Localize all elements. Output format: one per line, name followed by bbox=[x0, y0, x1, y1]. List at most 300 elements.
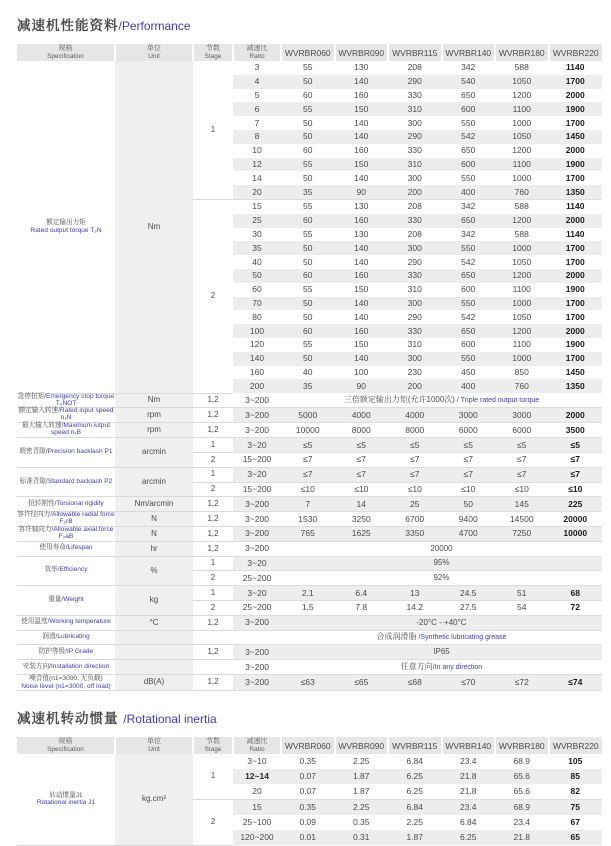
value-cell: 550 bbox=[461, 117, 476, 128]
value-cell: 13 bbox=[388, 586, 442, 601]
value-cell: 8000 bbox=[335, 423, 389, 438]
value-cell: 540 bbox=[442, 75, 496, 89]
value-cell: 40 bbox=[303, 366, 313, 377]
value-cell: 1450 bbox=[565, 366, 585, 377]
value-cell: 3000 bbox=[495, 408, 549, 423]
ratio-cell: 120 bbox=[249, 339, 265, 350]
unit-cell: rpm bbox=[115, 423, 193, 438]
column-header-unit: 单位 Unit bbox=[115, 44, 193, 61]
value-cell: 55 bbox=[303, 62, 313, 73]
value-cell: 140 bbox=[335, 352, 389, 366]
column-header-model: WVRBR180 bbox=[495, 737, 549, 754]
value-cell: 3500 bbox=[549, 423, 603, 438]
stage-cell bbox=[193, 660, 233, 675]
ratio-cell: 15 bbox=[252, 201, 262, 212]
value-cell: ≤7 bbox=[442, 452, 496, 467]
stage-cell: 2 bbox=[193, 571, 233, 586]
value-cell: ≤5 bbox=[388, 438, 442, 453]
column-header-model: WVRBR060 bbox=[281, 44, 335, 61]
value-cell: 6000 bbox=[442, 423, 496, 438]
spec-cell: 润滑/Lubricating bbox=[17, 630, 115, 645]
value-cell: 1100 bbox=[512, 339, 531, 350]
value-cell: ≤7 bbox=[442, 467, 496, 482]
table-row bbox=[17, 408, 602, 423]
merged-value-cell: 三倍额定输出力矩(允许1000次) / Triple rated output torque bbox=[281, 393, 602, 408]
ratio-cell: 3~200 bbox=[233, 408, 281, 423]
value-cell: 24.5 bbox=[442, 586, 496, 601]
table-row bbox=[17, 660, 602, 675]
value-cell: ≤10 bbox=[549, 482, 603, 497]
value-cell: 542 bbox=[461, 311, 476, 322]
value-cell: 1900 bbox=[549, 158, 603, 172]
ratio-cell: 3~200 bbox=[233, 497, 281, 512]
spec-cell: 急停扭矩/Emergency stop torque T₂NOT bbox=[17, 392, 115, 407]
table-row bbox=[17, 675, 602, 691]
value-cell: ≤10 bbox=[442, 482, 496, 497]
ratio-cell: 15~200 bbox=[233, 482, 281, 497]
table-row bbox=[17, 541, 602, 556]
value-cell: 150 bbox=[354, 284, 369, 295]
value-cell: 1700 bbox=[549, 297, 603, 311]
value-cell: 10000 bbox=[281, 423, 335, 438]
column-header-model: WVRBR220 bbox=[549, 737, 603, 754]
value-cell: 55 bbox=[303, 201, 313, 212]
value-cell: 600 bbox=[442, 158, 496, 172]
value-cell: ≤7 bbox=[281, 452, 335, 467]
unit-cell: N bbox=[115, 526, 193, 541]
value-cell: ≤10 bbox=[495, 482, 549, 497]
value-cell: 130 bbox=[354, 229, 369, 239]
value-cell: 1200 bbox=[495, 214, 549, 228]
stage-cell: 2 bbox=[193, 482, 233, 497]
value-cell: 1.87 bbox=[388, 830, 442, 845]
stage-cell bbox=[193, 630, 233, 645]
value-cell: 1.5 bbox=[281, 601, 335, 616]
value-cell: 8000 bbox=[388, 423, 442, 438]
unit-cell: Nm bbox=[115, 61, 193, 393]
spec-cell: 扭转刚性/Torsional rigidity bbox=[17, 497, 115, 512]
value-cell: 50 bbox=[303, 172, 313, 183]
stage-cell: 1,2 bbox=[193, 512, 233, 527]
stage-cell: 1,2 bbox=[193, 423, 233, 438]
inertia-table bbox=[17, 737, 602, 846]
value-cell: 140 bbox=[335, 297, 389, 311]
table-row bbox=[17, 645, 602, 660]
ratio-cell: 25~200 bbox=[233, 571, 281, 586]
ratio-cell: 25~200 bbox=[233, 601, 281, 616]
value-cell: 3250 bbox=[335, 512, 389, 527]
value-cell: ≤65 bbox=[335, 675, 389, 691]
table-row bbox=[17, 497, 602, 512]
value-cell: 588 bbox=[514, 62, 529, 73]
value-cell: 1000 bbox=[495, 241, 549, 255]
value-cell: 2000 bbox=[549, 408, 603, 423]
value-cell: 4700 bbox=[442, 526, 496, 541]
value-cell: 55 bbox=[303, 339, 313, 350]
merged-value-cell: 20000 bbox=[281, 541, 602, 556]
value-cell: 650 bbox=[442, 324, 496, 338]
unit-cell: hr bbox=[115, 541, 193, 556]
value-cell: 140 bbox=[335, 241, 389, 255]
value-cell: ≤7 bbox=[388, 452, 442, 467]
value-cell: ≤7 bbox=[281, 467, 335, 482]
value-cell: 200 bbox=[388, 185, 442, 199]
merged-value-cell: 92% bbox=[281, 571, 602, 586]
value-cell: ≤68 bbox=[388, 675, 442, 691]
value-cell: 1000 bbox=[512, 117, 532, 128]
value-cell: 310 bbox=[407, 284, 422, 295]
value-cell: 1100 bbox=[495, 102, 549, 116]
unit-cell bbox=[115, 630, 193, 645]
column-header-model: WVRBR180 bbox=[495, 44, 549, 61]
value-cell: 310 bbox=[388, 102, 442, 116]
ratio-cell: 3~200 bbox=[233, 526, 281, 541]
spec-cell: 安装方向/Installation direction bbox=[17, 660, 115, 675]
value-cell: 208 bbox=[407, 229, 422, 239]
value-cell: 0.35 bbox=[352, 817, 370, 828]
value-cell: 550 bbox=[442, 241, 496, 255]
ratio-cell: 5 bbox=[254, 90, 260, 101]
ratio-cell: 12~14 bbox=[233, 769, 281, 784]
value-cell: ≤10 bbox=[281, 482, 335, 497]
value-cell: 300 bbox=[407, 172, 422, 183]
value-cell: 50 bbox=[303, 117, 313, 128]
value-cell: 342 bbox=[461, 229, 476, 239]
value-cell: ≤7 bbox=[335, 452, 389, 467]
value-cell: 3350 bbox=[388, 526, 442, 541]
spec-cell: 精密背隙/Precision backlash P1 bbox=[17, 438, 115, 468]
unit-cell bbox=[115, 660, 193, 675]
value-cell: 68.9 bbox=[513, 756, 531, 767]
column-header-unit: 单位 Unit bbox=[115, 737, 193, 754]
value-cell: 2000 bbox=[549, 214, 603, 228]
spec-cell: 重量/Weight bbox=[17, 586, 115, 616]
value-cell: 23.4 bbox=[513, 817, 531, 828]
spec-cell: 防护等级/IP Grade bbox=[17, 645, 115, 660]
value-cell: 145 bbox=[495, 497, 549, 512]
value-cell: ≤5 bbox=[495, 438, 549, 453]
spec-cell: 使用温度/Working temperature bbox=[17, 615, 115, 630]
value-cell: 140 bbox=[354, 256, 369, 267]
value-cell: 1200 bbox=[512, 90, 532, 101]
table-row bbox=[17, 556, 602, 571]
section-gap bbox=[17, 691, 602, 707]
value-cell: 650 bbox=[442, 214, 496, 228]
value-cell: 50 bbox=[442, 497, 496, 512]
value-cell: 82 bbox=[549, 784, 603, 800]
ratio-cell: 30 bbox=[252, 229, 262, 239]
ratio-cell: 3~200 bbox=[233, 393, 281, 408]
value-cell: 35 bbox=[281, 185, 335, 199]
value-cell: 160 bbox=[354, 90, 369, 101]
value-cell: 588 bbox=[514, 201, 529, 212]
table-row bbox=[17, 630, 602, 645]
value-cell: ≤70 bbox=[442, 675, 496, 691]
table-row bbox=[17, 615, 602, 630]
value-cell: 6.25 bbox=[442, 830, 496, 845]
value-cell: 25 bbox=[388, 497, 442, 512]
inertia-title-en: /Rotational inertia bbox=[123, 712, 217, 726]
value-cell: 160 bbox=[335, 324, 389, 338]
value-cell: 14 bbox=[335, 497, 389, 512]
ratio-cell: 3~20 bbox=[233, 438, 281, 453]
value-cell: 21.8 bbox=[442, 784, 496, 800]
ratio-cell: 50 bbox=[233, 269, 281, 283]
value-cell: 60 bbox=[303, 145, 313, 156]
value-cell: 1050 bbox=[495, 130, 549, 144]
stage-cell: 1 bbox=[193, 467, 233, 482]
value-cell: 55 bbox=[281, 102, 335, 116]
spec-cell: 使用寿命/Lifespan bbox=[17, 541, 115, 556]
performance-title-zh: 减速机性能资料 bbox=[17, 18, 119, 33]
value-cell: ≤74 bbox=[549, 675, 603, 691]
value-cell: 55 bbox=[303, 229, 313, 239]
value-cell: 2000 bbox=[549, 269, 603, 283]
value-cell: 6000 bbox=[495, 423, 549, 438]
column-header-ratio: 减速比 Ratio bbox=[233, 737, 281, 754]
value-cell: 760 bbox=[495, 185, 549, 199]
value-cell: 650 bbox=[461, 90, 476, 101]
column-header-model: WVRBR115 bbox=[388, 737, 442, 754]
value-cell: 0.35 bbox=[299, 756, 317, 767]
unit-cell: dB(A) bbox=[115, 675, 193, 691]
value-cell: 1700 bbox=[565, 311, 585, 322]
value-cell: 1700 bbox=[549, 241, 603, 255]
value-cell: 55 bbox=[281, 158, 335, 172]
value-cell: 208 bbox=[407, 201, 422, 212]
value-cell: ≤10 bbox=[335, 482, 389, 497]
value-cell: 342 bbox=[461, 201, 476, 212]
value-cell: 27.5 bbox=[442, 601, 496, 616]
value-cell: 2000 bbox=[549, 324, 603, 338]
value-cell: 4000 bbox=[335, 408, 389, 423]
merged-value-cell: IP65 bbox=[281, 645, 602, 660]
value-cell: 2.25 bbox=[352, 756, 370, 767]
value-cell: 1700 bbox=[549, 75, 603, 89]
value-cell: 50 bbox=[281, 297, 335, 311]
ratio-cell: 60 bbox=[252, 284, 262, 295]
unit-cell bbox=[115, 645, 193, 660]
column-header-model: WVRBR090 bbox=[335, 44, 389, 61]
value-cell: 6.84 bbox=[459, 817, 477, 828]
value-cell: 1700 bbox=[549, 352, 603, 366]
table-row bbox=[17, 586, 602, 601]
spec-cell: 噪音值(n1=3000, 无负载) Noise level (n1=3000, off load) bbox=[17, 675, 115, 691]
value-cell: 6.84 bbox=[388, 800, 442, 816]
value-cell: 140 bbox=[354, 117, 369, 128]
value-cell: 450 bbox=[461, 366, 476, 377]
spec-cell: 最大输入转速/Maximum iutput speed n₁B bbox=[17, 423, 115, 438]
column-header-model: WVRBR090 bbox=[335, 737, 389, 754]
column-header-stage: 节数 Stage bbox=[193, 44, 233, 61]
value-cell: ≤7 bbox=[495, 452, 549, 467]
value-cell: 68.9 bbox=[495, 800, 549, 816]
value-cell: 1350 bbox=[549, 185, 603, 199]
value-cell: 105 bbox=[568, 756, 583, 767]
value-cell: 1000 bbox=[512, 172, 532, 183]
value-cell: ≤5 bbox=[442, 438, 496, 453]
value-cell: 330 bbox=[407, 90, 422, 101]
value-cell: 14500 bbox=[495, 512, 549, 527]
value-cell: 330 bbox=[388, 324, 442, 338]
value-cell: 7.8 bbox=[335, 601, 389, 616]
spec-cell: 额定输入转速/Rated input speed n₁N bbox=[18, 407, 114, 422]
ratio-cell: 80 bbox=[252, 311, 262, 322]
column-header-spec: 规格 Specification bbox=[17, 737, 115, 754]
value-cell: 290 bbox=[388, 130, 442, 144]
value-cell: 85 bbox=[549, 769, 603, 784]
value-cell: ≤7 bbox=[335, 467, 389, 482]
value-cell: 1.87 bbox=[335, 769, 389, 784]
stage-cell: 2 bbox=[193, 452, 233, 467]
ratio-cell: 3~200 bbox=[233, 615, 281, 630]
ratio-cell: 40 bbox=[252, 256, 262, 267]
value-cell: 75 bbox=[549, 800, 603, 816]
table-row bbox=[17, 438, 602, 453]
value-cell: 230 bbox=[407, 366, 422, 377]
ratio-cell bbox=[233, 630, 281, 645]
value-cell: 50 bbox=[281, 75, 335, 89]
value-cell: ≤5 bbox=[335, 438, 389, 453]
value-cell: 60 bbox=[281, 324, 335, 338]
unit-cell: kg bbox=[115, 586, 193, 616]
value-cell: 1140 bbox=[566, 229, 585, 239]
value-cell: 330 bbox=[388, 214, 442, 228]
value-cell: ≤10 bbox=[388, 482, 442, 497]
ratio-cell: 15 bbox=[233, 800, 281, 816]
value-cell: 2.25 bbox=[406, 817, 424, 828]
unit-cell: Nm/arcmin bbox=[115, 497, 193, 512]
value-cell: 1000 bbox=[495, 297, 549, 311]
value-cell: 160 bbox=[335, 214, 389, 228]
ratio-cell: 3~200 bbox=[233, 423, 281, 438]
value-cell: 140 bbox=[354, 172, 369, 183]
stage-cell: 1,2 bbox=[193, 675, 233, 691]
column-header-spec: 规格 Specification bbox=[17, 44, 115, 61]
ratio-cell: 3~200 bbox=[233, 660, 281, 675]
value-cell: 67 bbox=[570, 817, 580, 828]
value-cell: 1530 bbox=[281, 512, 335, 527]
ratio-cell: 3 bbox=[254, 62, 260, 73]
table-row bbox=[17, 467, 602, 482]
value-cell: 1200 bbox=[495, 269, 549, 283]
value-cell: 140 bbox=[335, 75, 389, 89]
ratio-cell: 3~200 bbox=[233, 645, 281, 660]
value-cell: 330 bbox=[407, 145, 422, 156]
value-cell: 150 bbox=[335, 102, 389, 116]
ratio-cell: 3~20 bbox=[233, 556, 281, 571]
value-cell: 400 bbox=[442, 379, 496, 393]
value-cell: 50 bbox=[281, 352, 335, 366]
value-cell: 1900 bbox=[549, 102, 603, 116]
value-cell: 2000 bbox=[565, 145, 585, 156]
performance-title-en: /Performance bbox=[118, 19, 191, 33]
ratio-cell: 6 bbox=[233, 102, 281, 116]
ratio-cell: 35 bbox=[233, 241, 281, 255]
value-cell: 310 bbox=[407, 339, 422, 350]
table-row bbox=[17, 423, 602, 438]
ratio-cell: 10 bbox=[252, 145, 262, 156]
value-cell: 160 bbox=[335, 269, 389, 283]
stage-cell: 1,2 bbox=[193, 526, 233, 541]
value-cell: 0.07 bbox=[281, 769, 335, 784]
value-cell: 0.31 bbox=[335, 830, 389, 845]
value-cell: 0.07 bbox=[281, 784, 335, 800]
value-cell: 1050 bbox=[512, 256, 532, 267]
ratio-cell: 15~200 bbox=[233, 452, 281, 467]
stage-cell: 1 bbox=[193, 586, 233, 601]
value-cell: 60 bbox=[281, 214, 335, 228]
spec-cell: 标准背隙/Standard backlash P2 bbox=[17, 467, 115, 497]
ratio-cell: 3~200 bbox=[233, 541, 281, 556]
ratio-cell: 160 bbox=[249, 366, 265, 377]
inertia-section-title bbox=[17, 707, 602, 728]
ratio-cell: 12 bbox=[233, 158, 281, 172]
value-cell: 225 bbox=[549, 497, 603, 512]
unit-cell: arcmin bbox=[115, 438, 193, 468]
value-cell: 23.4 bbox=[442, 800, 496, 816]
header-row bbox=[17, 44, 602, 61]
value-cell: 542 bbox=[461, 256, 476, 267]
value-cell: 290 bbox=[407, 311, 422, 322]
value-cell: 600 bbox=[461, 339, 476, 350]
stage-cell: 1,2 bbox=[193, 408, 233, 423]
value-cell: 6.4 bbox=[335, 586, 389, 601]
value-cell: 1700 bbox=[565, 256, 585, 267]
value-cell: ≤7 bbox=[495, 467, 549, 482]
column-header-model: WVRBR140 bbox=[442, 737, 496, 754]
stage-cell: 1 bbox=[193, 556, 233, 571]
table-row bbox=[17, 526, 602, 541]
stage-cell: 1,2 bbox=[193, 541, 233, 556]
performance-section-title bbox=[17, 14, 602, 35]
spec-cell: 效率/Efficiency bbox=[17, 556, 115, 586]
value-cell: 9400 bbox=[442, 512, 496, 527]
value-cell: 6.25 bbox=[388, 784, 442, 800]
stage-cell: 1 bbox=[193, 61, 233, 199]
value-cell: 1450 bbox=[549, 130, 603, 144]
value-cell: 160 bbox=[354, 145, 369, 156]
value-cell: 600 bbox=[442, 102, 496, 116]
value-cell: 51 bbox=[495, 586, 549, 601]
value-cell: 50 bbox=[303, 311, 313, 322]
value-cell: 65.6 bbox=[495, 784, 549, 800]
value-cell: 1700 bbox=[565, 172, 585, 183]
merged-value-cell: 合成润滑脂 /Synthetic lubricating grease bbox=[281, 630, 602, 645]
value-cell: 90 bbox=[335, 185, 389, 199]
merged-value-cell: 任意方向/In any direction bbox=[281, 660, 602, 675]
ratio-cell: 7 bbox=[254, 117, 260, 128]
value-cell: 550 bbox=[442, 352, 496, 366]
value-cell: 50 bbox=[303, 256, 313, 267]
ratio-cell: 20 bbox=[233, 784, 281, 800]
value-cell: 6700 bbox=[388, 512, 442, 527]
value-cell: 290 bbox=[407, 256, 422, 267]
value-cell: 300 bbox=[388, 241, 442, 255]
stage-cell: 1 bbox=[193, 754, 233, 800]
value-cell: 65.6 bbox=[495, 769, 549, 784]
value-cell: 55 bbox=[303, 284, 313, 295]
value-cell: 130 bbox=[354, 62, 369, 73]
value-cell: 300 bbox=[407, 117, 422, 128]
value-cell: 200 bbox=[388, 379, 442, 393]
value-cell: 0.35 bbox=[281, 800, 335, 816]
value-cell: 1050 bbox=[495, 75, 549, 89]
value-cell: 765 bbox=[281, 526, 335, 541]
value-cell: 600 bbox=[461, 284, 476, 295]
value-cell: 1000 bbox=[495, 352, 549, 366]
ratio-cell: 100 bbox=[233, 324, 281, 338]
